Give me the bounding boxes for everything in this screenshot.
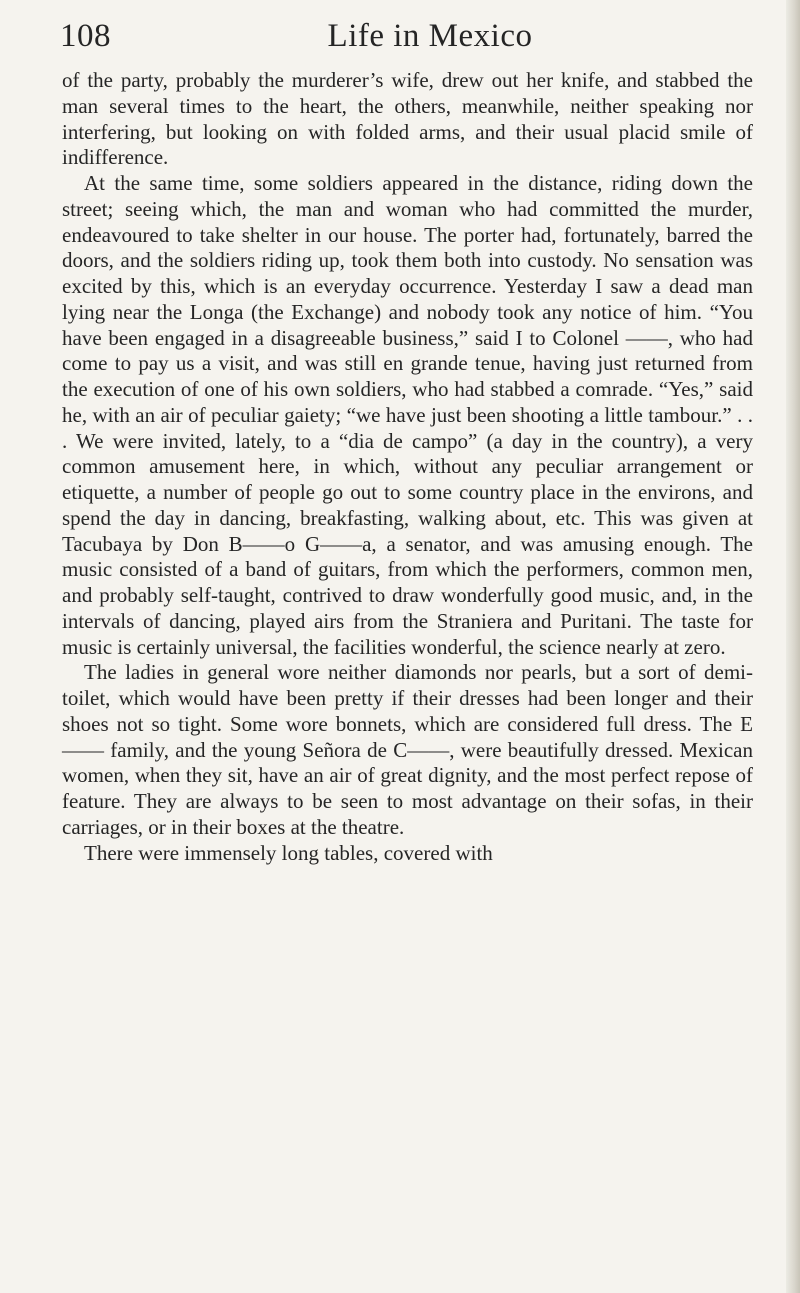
running-title: Life in Mexico: [327, 18, 533, 54]
paragraph: of the party, probably the murderer’s wife, drew out her knife, and stabbed the man several times to the heart, the others, meanwhile, neither speaking nor interfering, but looking on with folded arms, and their usual placid smile of indifference.: [62, 68, 753, 170]
body-text: [62, 68, 753, 866]
page-edge: [786, 0, 800, 1293]
page-header: [60, 14, 750, 64]
paragraph: There were immensely long tables, covered with: [84, 840, 493, 865]
paragraph: At the same time, some soldiers appeared in the distance, riding down the street; seeing which, the man and woman who had committed the murder, endeavoured to take shelter in our house. The porter had, fortunately, barred the doors, and the soldiers riding up, took them both into custody. No sensation was excited by this, which is an everyday occurrence. Yesterday I saw a dead man lying near the Longa (the Exchange) and nobody took any notice of him. “You have been engaged in a disagreeable business,” said I to Colonel ——, who had come to pay us a visit, and was still en grande tenue, having just returned from the execution of one of his own soldiers, who had stabbed a comrade. “Yes,” said he, with an air of peculiar gaiety; “we have just been shooting a little tambour.” . . . We were invited, lately, to a “dia de campo” (a day in the country), a very common amusement here, in which, without any peculiar arrangement or etiquette, a number of people go out to some country place in the environs, and spend the day in dancing, breakfasting, walking about, etc. This was given at Tacubaya by Don B——o G——a, a senator, and was amusing enough. The music consisted of a band of guitars, from which the performers, common men, and probably self-taught, contrived to draw wonderfully good music, and, in the intervals of dancing, played airs from the Straniera and Puritani. The taste for music is certainly universal, the facilities wonderful, the science nearly at zero.: [62, 171, 753, 659]
page-number: 108: [60, 18, 111, 54]
paragraph: The ladies in general wore neither diamonds nor pearls, but a sort of demi-toilet, which would have been pretty if their dresses had been longer and their shoes not so tight. Some wore bonnets, which are considered full dress. The E—— family, and the young Señora de C——, were beautifully dressed. Mexican women, when they sit, have an air of great dignity, and the most perfect repose of feature. They are always to be seen to most advantage on their sofas, in their carriages, or in their boxes at the theatre.: [62, 660, 753, 839]
